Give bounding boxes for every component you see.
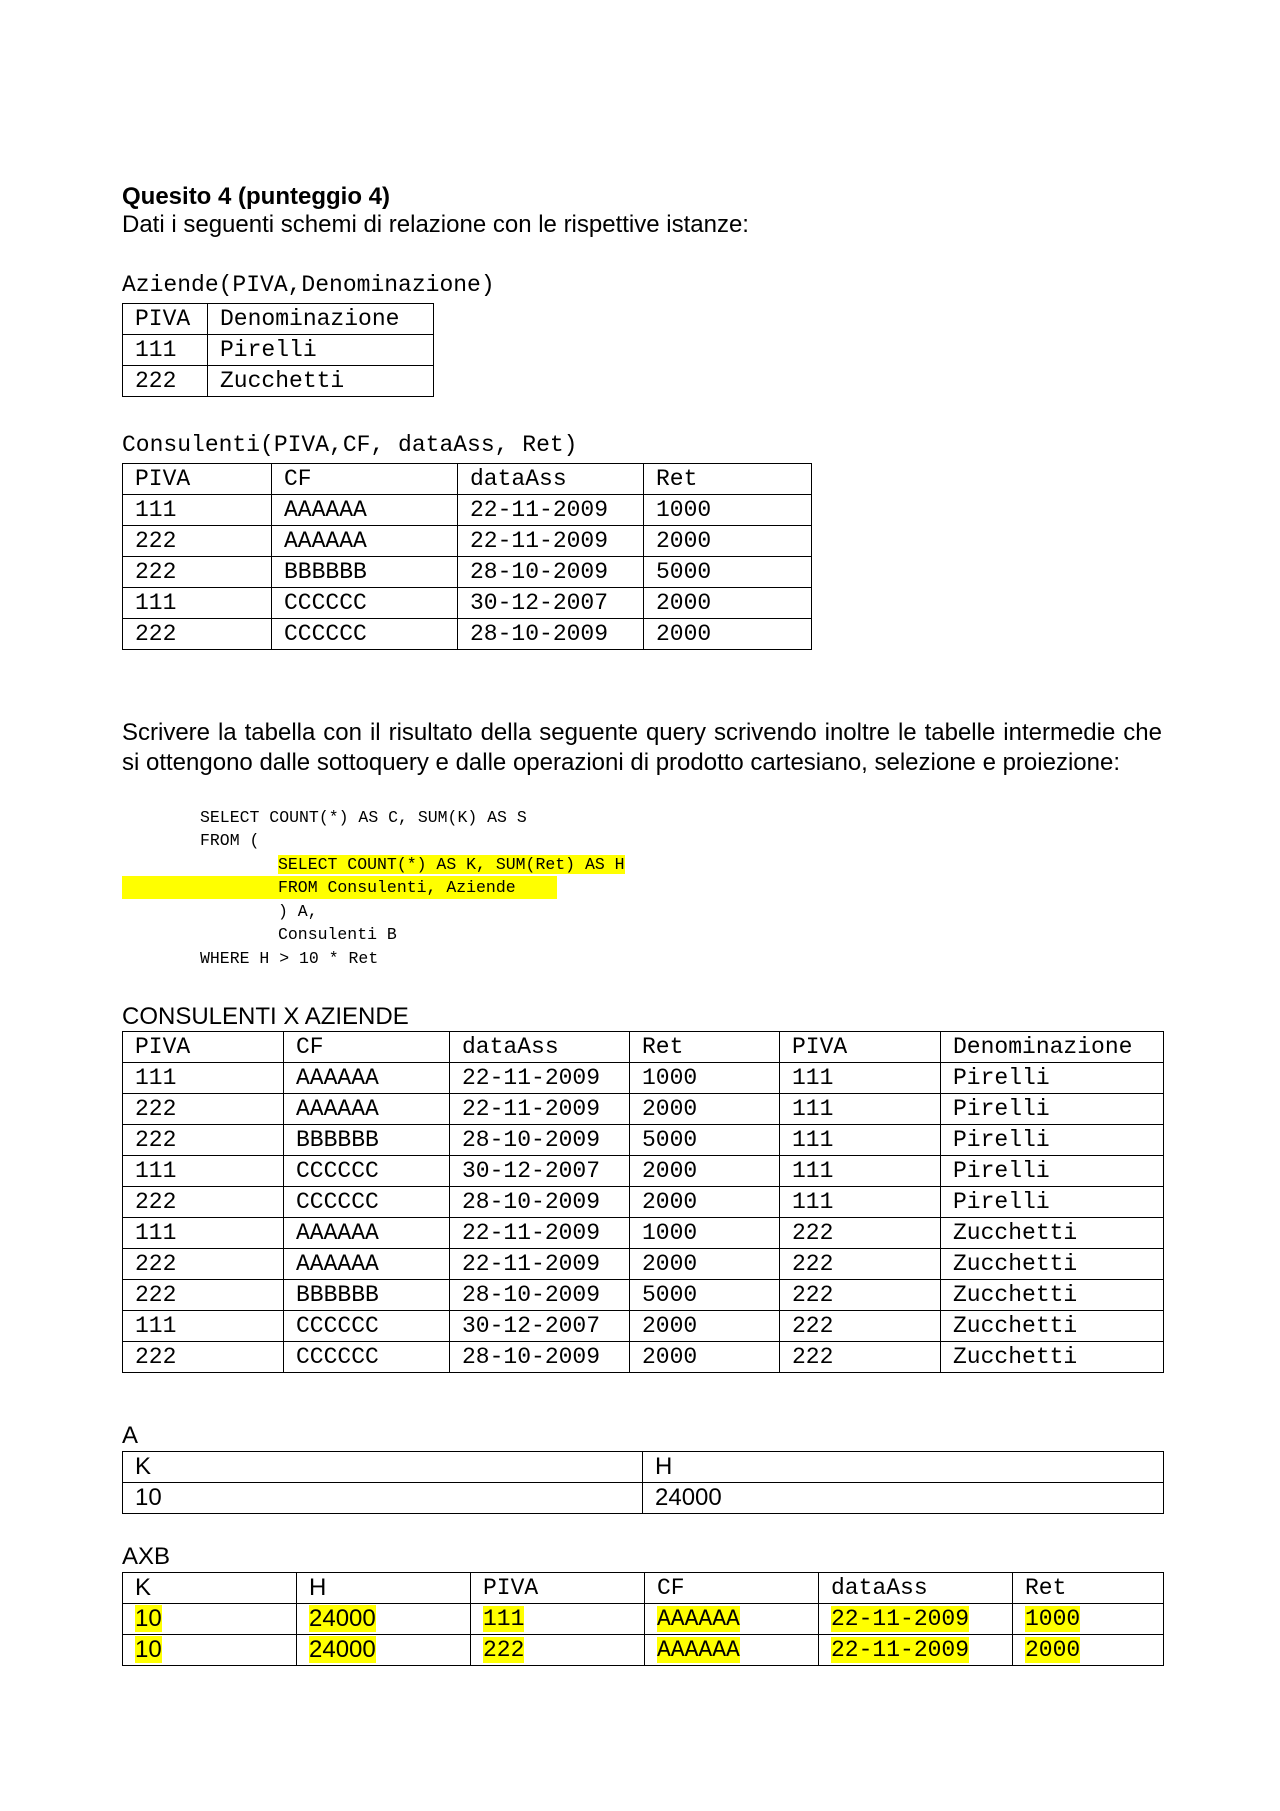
table-cell: Pirelli — [941, 1063, 1164, 1094]
highlight: 2000 — [1025, 1637, 1081, 1663]
table-cell: Pirelli — [208, 335, 434, 366]
table-cell: 222 — [123, 526, 272, 557]
table-cell: 2000 — [630, 1342, 780, 1373]
table-cell: 111 — [123, 335, 208, 366]
highlight: 24000 — [309, 1605, 376, 1632]
highlight: 111 — [483, 1606, 525, 1632]
table-cell: 28-10-2009 — [450, 1187, 630, 1218]
table-cell: 222 — [123, 1249, 284, 1280]
query-line: Consulenti B — [278, 925, 397, 944]
highlight: AAAAAA — [657, 1637, 740, 1663]
table-cell: 1000 — [644, 495, 812, 526]
highlight: 22-11-2009 — [831, 1637, 970, 1663]
table-cell: Pirelli — [941, 1156, 1164, 1187]
table-cell: CCCCCC — [272, 588, 458, 619]
table-cell: 222 — [123, 1280, 284, 1311]
table-cell: Zucchetti — [941, 1311, 1164, 1342]
table-cell: 111 — [780, 1125, 941, 1156]
table-cell: AAAAAA — [284, 1249, 450, 1280]
table-cell: 2000 — [630, 1249, 780, 1280]
table-cell: 111 — [780, 1156, 941, 1187]
table-cell: 28-10-2009 — [450, 1342, 630, 1373]
table-cell: Pirelli — [941, 1125, 1164, 1156]
table-cell: Zucchetti — [941, 1280, 1164, 1311]
table-header-row — [123, 1573, 1164, 1604]
table-header-cell: PIVA — [123, 1032, 284, 1063]
table-cell: 222 — [123, 619, 272, 650]
question-text: Scrivere la tabella con il risultato della seguente query scrivendo inoltre le tabelle intermedie che si ottengono dalle sottoquery e dalle operazioni di prodotto cartesiano, selezione e proiezione: — [122, 719, 1162, 776]
table-row — [123, 588, 812, 619]
table-cell: BBBBBB — [284, 1280, 450, 1311]
table-cell: 111 — [123, 1311, 284, 1342]
table-header-cell: dataAss — [450, 1032, 630, 1063]
table-cell: 5000 — [644, 557, 812, 588]
consulenti-schema: Consulenti(PIVA,CF, dataAss, Ret) — [122, 432, 578, 458]
aziende-table — [122, 303, 434, 397]
axb-label: AXB — [122, 1543, 171, 1570]
table-header-cell: dataAss — [819, 1573, 1013, 1604]
table-row — [123, 335, 434, 366]
table-cell — [471, 1635, 645, 1666]
table-header-cell: Ret — [644, 464, 812, 495]
query-line-highlighted — [278, 853, 625, 877]
table-row — [123, 1280, 1164, 1311]
table-cell — [123, 1635, 297, 1666]
table-cell: 1000 — [630, 1063, 780, 1094]
table-header-cell: Denominazione — [208, 304, 434, 335]
table-cell: 22-11-2009 — [450, 1218, 630, 1249]
table-cell: 2000 — [630, 1094, 780, 1125]
table-cell: 111 — [123, 495, 272, 526]
table-header-cell: CF — [284, 1032, 450, 1063]
table-cell: CCCCCC — [284, 1156, 450, 1187]
table-cell: 22-11-2009 — [458, 495, 644, 526]
highlight: 10 — [135, 1605, 162, 1632]
table-row — [123, 1063, 1164, 1094]
table-cell: 222 — [123, 557, 272, 588]
highlight: 1000 — [1025, 1606, 1081, 1632]
query-line: SELECT COUNT(*) AS C, SUM(K) AS S — [200, 808, 527, 827]
table-cell: 2000 — [630, 1187, 780, 1218]
table-header-cell: dataAss — [458, 464, 644, 495]
table-cell: AAAAAA — [272, 495, 458, 526]
table-cell: 222 — [123, 366, 208, 397]
table-header-cell: CF — [272, 464, 458, 495]
table-cell: BBBBBB — [284, 1125, 450, 1156]
table-cell: 111 — [780, 1063, 941, 1094]
table-cell: AAAAAA — [284, 1094, 450, 1125]
a-label: A — [122, 1422, 139, 1449]
table-cell: Zucchetti — [941, 1342, 1164, 1373]
table-cell: 2000 — [644, 588, 812, 619]
table-row — [123, 1249, 1164, 1280]
query-line: ) A, — [278, 902, 318, 921]
consulenti-table — [122, 463, 812, 650]
table-cell — [1013, 1635, 1164, 1666]
table-cell: Pirelli — [941, 1187, 1164, 1218]
table-cell — [471, 1604, 645, 1635]
table-header-cell: PIVA — [123, 464, 272, 495]
table-header-cell: Ret — [1013, 1573, 1164, 1604]
table-cell: Pirelli — [941, 1094, 1164, 1125]
table-cell: AAAAAA — [284, 1218, 450, 1249]
table-cell — [297, 1604, 471, 1635]
table-cell: 30-12-2007 — [450, 1156, 630, 1187]
table-cell: 1000 — [630, 1218, 780, 1249]
table-cell — [645, 1604, 819, 1635]
table-cell: 2000 — [630, 1311, 780, 1342]
table-header-row — [123, 1032, 1164, 1063]
query-line: FROM ( — [200, 831, 260, 850]
table-header-cell: H — [643, 1452, 1164, 1483]
table-cell: 111 — [780, 1187, 941, 1218]
table-header-row — [123, 1452, 1164, 1483]
table-row — [123, 1125, 1164, 1156]
table-cell: 22-11-2009 — [458, 526, 644, 557]
table-row — [123, 557, 812, 588]
table-cell: 222 — [780, 1280, 941, 1311]
table-header-cell: PIVA — [471, 1573, 645, 1604]
table-cell: 5000 — [630, 1125, 780, 1156]
table-row — [123, 1342, 1164, 1373]
table-header-cell: PIVA — [780, 1032, 941, 1063]
table-cell: 28-10-2009 — [450, 1125, 630, 1156]
table-cell: Zucchetti — [208, 366, 434, 397]
table-cell: AAAAAA — [284, 1063, 450, 1094]
table-header-row — [123, 304, 434, 335]
table-cell: 111 — [123, 1063, 284, 1094]
table-cell — [297, 1635, 471, 1666]
highlight: 24000 — [309, 1636, 376, 1663]
highlight: 22-11-2009 — [831, 1606, 970, 1632]
table-cell: AAAAAA — [272, 526, 458, 557]
table-cell: 222 — [780, 1218, 941, 1249]
table-row — [123, 1156, 1164, 1187]
table-row — [123, 366, 434, 397]
table-cell: 111 — [123, 588, 272, 619]
query-line-highlighted — [278, 876, 516, 900]
table-row — [123, 1604, 1164, 1635]
cross-label: CONSULENTI X AZIENDE — [122, 1003, 409, 1030]
table-header-cell: H — [297, 1573, 471, 1604]
table-cell: 24000 — [643, 1483, 1164, 1514]
query-highlight: SELECT COUNT(*) AS K, SUM(Ret) AS H — [278, 855, 625, 874]
table-cell: 22-11-2009 — [450, 1249, 630, 1280]
table-cell: 5000 — [630, 1280, 780, 1311]
cross-table — [122, 1031, 1164, 1373]
table-cell — [819, 1604, 1013, 1635]
table-row — [123, 1218, 1164, 1249]
table-row — [123, 1094, 1164, 1125]
table-header-cell: PIVA — [123, 304, 208, 335]
table-cell: CCCCCC — [284, 1187, 450, 1218]
table-row — [123, 1635, 1164, 1666]
table-cell: 10 — [123, 1483, 643, 1514]
table-cell: CCCCCC — [272, 619, 458, 650]
table-cell — [123, 1604, 297, 1635]
table-cell: Zucchetti — [941, 1249, 1164, 1280]
table-row — [123, 619, 812, 650]
table-cell: 2000 — [644, 619, 812, 650]
table-cell: 28-10-2009 — [450, 1280, 630, 1311]
table-cell: 111 — [780, 1094, 941, 1125]
highlight: 10 — [135, 1636, 162, 1663]
table-cell: 2000 — [644, 526, 812, 557]
table-cell: 222 — [780, 1311, 941, 1342]
table-cell: 30-12-2007 — [450, 1311, 630, 1342]
axb-table — [122, 1572, 1164, 1666]
table-row — [123, 1311, 1164, 1342]
table-header-row — [123, 464, 812, 495]
table-header-cell: Ret — [630, 1032, 780, 1063]
highlight: AAAAAA — [657, 1606, 740, 1632]
intro-text: Dati i seguenti schemi di relazione con le rispettive istanze: — [122, 211, 749, 238]
table-cell: BBBBBB — [272, 557, 458, 588]
table-cell: 222 — [123, 1094, 284, 1125]
table-cell: 22-11-2009 — [450, 1094, 630, 1125]
table-row — [123, 526, 812, 557]
table-header-cell: Denominazione — [941, 1032, 1164, 1063]
table-cell: 28-10-2009 — [458, 619, 644, 650]
table-header-cell: K — [123, 1573, 297, 1604]
table-cell — [645, 1635, 819, 1666]
table-row — [123, 1483, 1164, 1514]
table-cell: 222 — [123, 1125, 284, 1156]
table-cell: 222 — [780, 1342, 941, 1373]
table-cell: 2000 — [630, 1156, 780, 1187]
table-row — [123, 1187, 1164, 1218]
table-cell: CCCCCC — [284, 1342, 450, 1373]
table-header-cell: K — [123, 1452, 643, 1483]
table-cell: 222 — [123, 1187, 284, 1218]
query-line: WHERE H > 10 * Ret — [200, 949, 379, 968]
table-header-cell: CF — [645, 1573, 819, 1604]
table-row — [123, 495, 812, 526]
table-cell: 222 — [123, 1342, 284, 1373]
table-cell: Zucchetti — [941, 1218, 1164, 1249]
table-cell — [819, 1635, 1013, 1666]
table-cell: 28-10-2009 — [458, 557, 644, 588]
aziende-schema: Aziende(PIVA,Denominazione) — [122, 272, 495, 298]
table-cell: 111 — [123, 1218, 284, 1249]
a-table — [122, 1451, 1164, 1514]
table-cell — [1013, 1604, 1164, 1635]
table-cell: 222 — [780, 1249, 941, 1280]
query-highlight: FROM Consulenti, Aziende — [278, 878, 516, 897]
table-cell: CCCCCC — [284, 1311, 450, 1342]
table-cell: 111 — [123, 1156, 284, 1187]
highlight: 222 — [483, 1637, 525, 1663]
table-cell: 30-12-2007 — [458, 588, 644, 619]
page-title: Quesito 4 (punteggio 4) — [122, 183, 390, 210]
table-cell: 22-11-2009 — [450, 1063, 630, 1094]
